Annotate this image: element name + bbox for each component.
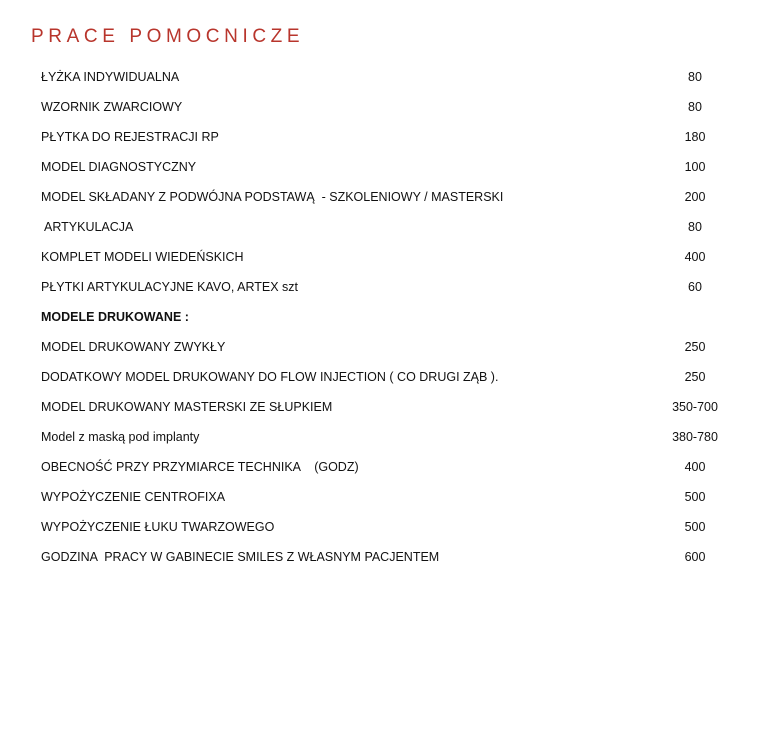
price-row bbox=[0, 272, 782, 302]
service-name: MODEL SKŁADANY Z PODWÓJNA PODSTAWĄ - SZKOLENIOWY / MASTERSKI bbox=[41, 190, 504, 204]
service-price: 400 bbox=[684, 250, 706, 264]
service-price: 100 bbox=[684, 160, 706, 174]
price-list bbox=[0, 62, 782, 572]
price-row bbox=[0, 182, 782, 212]
service-name: Model z maską pod implanty bbox=[41, 430, 200, 444]
price-row bbox=[0, 542, 782, 572]
service-name: ARTYKULACJA bbox=[44, 220, 134, 234]
service-name: WYPOŻYCZENIE ŁUKU TWARZOWEGO bbox=[41, 520, 275, 534]
service-name: GODZINA PRACY W GABINECIE SMILES Z WŁASNYM PACJENTEM bbox=[41, 550, 440, 564]
service-price: 380-780 bbox=[672, 430, 718, 444]
service-price: 60 bbox=[688, 280, 702, 294]
service-name: MODEL DIAGNOSTYCZNY bbox=[41, 160, 197, 174]
page-title: PRACE POMOCNICZE bbox=[31, 26, 305, 47]
service-name: WZORNIK ZWARCIOWY bbox=[41, 100, 183, 114]
service-price: 400 bbox=[684, 460, 706, 474]
service-price: 80 bbox=[688, 100, 702, 114]
service-name: DODATKOWY MODEL DRUKOWANY DO FLOW INJECTION ( CO DRUGI ZĄB ). bbox=[41, 370, 499, 384]
service-price: 350-700 bbox=[672, 400, 718, 414]
service-name: MODEL DRUKOWANY MASTERSKI ZE SŁUPKIEM bbox=[41, 400, 333, 414]
service-name: PŁYTKI ARTYKULACYJNE KAVO, ARTEX szt bbox=[41, 280, 299, 294]
price-row bbox=[0, 452, 782, 482]
service-price: 200 bbox=[684, 190, 706, 204]
price-row bbox=[0, 212, 782, 242]
price-row bbox=[0, 512, 782, 542]
service-name: KOMPLET MODELI WIEDEŃSKICH bbox=[41, 250, 244, 264]
price-row bbox=[0, 362, 782, 392]
service-price: 500 bbox=[684, 490, 706, 504]
price-row bbox=[0, 152, 782, 182]
price-row bbox=[0, 62, 782, 92]
price-row bbox=[0, 332, 782, 362]
service-price: 250 bbox=[684, 370, 706, 384]
service-price: 250 bbox=[684, 340, 706, 354]
service-price: 500 bbox=[684, 520, 706, 534]
service-price: 80 bbox=[688, 70, 702, 84]
service-price: 180 bbox=[684, 130, 706, 144]
service-name: ŁYŻKA INDYWIDUALNA bbox=[41, 70, 180, 84]
service-name: MODEL DRUKOWANY ZWYKŁY bbox=[41, 340, 226, 354]
service-price: 80 bbox=[688, 220, 702, 234]
section-heading-label: MODELE DRUKOWANE : bbox=[41, 310, 189, 324]
price-row bbox=[0, 92, 782, 122]
price-row bbox=[0, 422, 782, 452]
service-name: OBECNOŚĆ PRZY PRZYMIARCE TECHNIKA (GODZ) bbox=[41, 460, 359, 474]
service-price: 600 bbox=[684, 550, 706, 564]
price-row bbox=[0, 482, 782, 512]
price-row bbox=[0, 392, 782, 422]
price-row bbox=[0, 242, 782, 272]
service-name: WYPOŻYCZENIE CENTROFIXA bbox=[41, 490, 226, 504]
service-name: PŁYTKA DO REJESTRACJI RP bbox=[41, 130, 219, 144]
section-heading bbox=[0, 302, 782, 332]
price-row bbox=[0, 122, 782, 152]
